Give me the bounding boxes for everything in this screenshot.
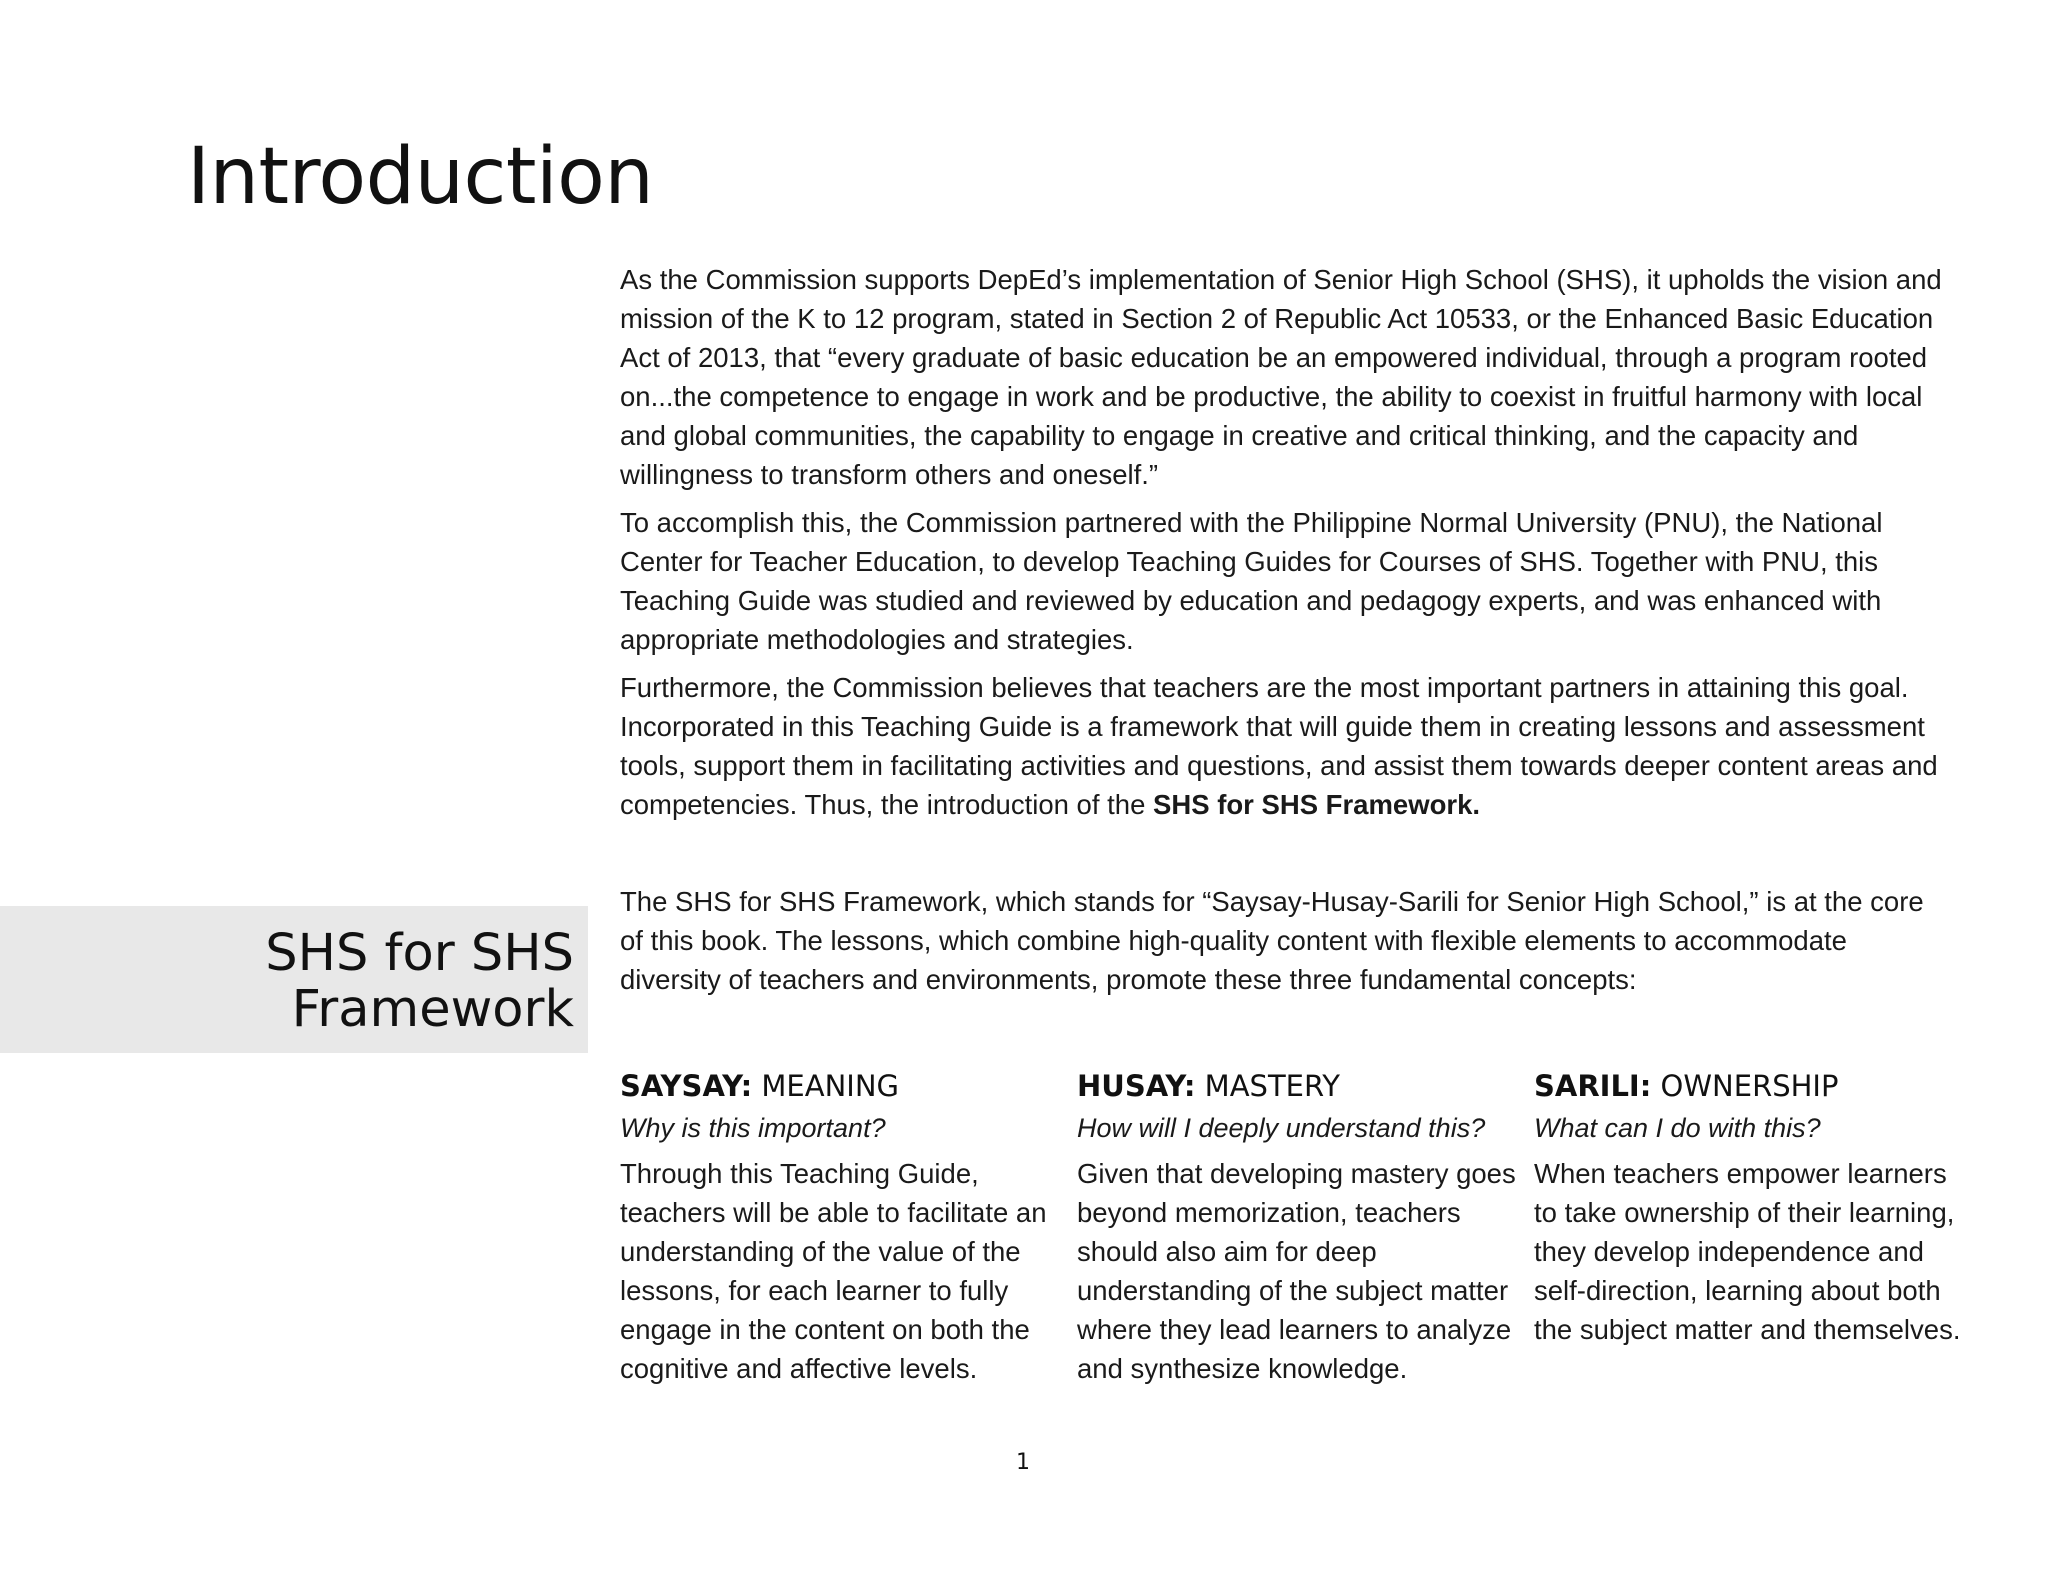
concept-key: SARILI:: [1534, 1069, 1652, 1103]
page-title: Introduction: [187, 132, 654, 222]
framework-name-bold: SHS for SHS Framework.: [1153, 789, 1481, 820]
concept-body: When teachers empower learners to take ownership of their learning, they develop independence and self-direction, learning about both the subject matter and themselves.: [1534, 1158, 1961, 1345]
concept-title: [1534, 1066, 1975, 1106]
introduction-section: [620, 260, 1950, 833]
intro-paragraph-1: As the Commission supports DepEd’s implementation of Senior High School (SHS), it upholds the vision and mission of the K to 12 program, stated in Section 2 of Republic Act 10533, or the Enhanced Basic Education Act of 2013, that “every graduate of basic education be an empowered individual, through a program rooted on...the competence to engage in work and be productive, the ability to coexist in fruitful harmony with local and global communities, the capability to engage in creative and critical thinking, and the capacity and willingness to transform others and oneself.”: [620, 264, 1942, 490]
framework-intro-paragraph: The SHS for SHS Framework, which stands for “Saysay-Husay-Sarili for Senior High School,” is at the core of this book. The lessons, which combine high-quality content with flexible elements to accommodate diversity of teachers and environments, promote these three fundamental concepts:: [620, 886, 1924, 995]
concept-value: OWNERSHIP: [1651, 1069, 1839, 1103]
framework-heading-line-1: SHS for SHS: [265, 924, 574, 983]
concept-value: MASTERY: [1195, 1069, 1340, 1103]
concept-title: [1077, 1066, 1518, 1106]
framework-heading-band: [0, 906, 588, 1053]
page-number: 1: [1016, 1450, 1030, 1475]
concept-title: [620, 1066, 1061, 1106]
concept-body: Through this Teaching Guide, teachers will be able to facilitate an understanding of the value of the lessons, for each learner to fully engage in the content on both the cognitive and affective levels.: [620, 1158, 1047, 1384]
intro-paragraph-2: To accomplish this, the Commission partnered with the Philippine Normal University (PNU), the National Center for Teacher Education, to develop Teaching Guides for Courses of SHS. Together with PNU, this Teaching Guide was studied and reviewed by education and pedagogy experts, and was enhanced with appropriate methodologies and strategies.: [620, 507, 1883, 655]
framework-heading-line-2: Framework: [291, 980, 574, 1039]
framework-heading: [265, 926, 574, 1038]
concept-column-sarili: [1534, 1066, 1991, 1388]
concept-question: Why is this important?: [620, 1113, 886, 1143]
concept-columns: [620, 1066, 2010, 1388]
concept-column-husay: [1077, 1066, 1534, 1388]
concept-value: MEANING: [752, 1069, 899, 1103]
concept-body: Given that developing mastery goes beyond memorization, teachers should also aim for deep understanding of the subject matter where they lead learners to analyze and synthesize knowledge.: [1077, 1158, 1516, 1384]
concept-key: HUSAY:: [1077, 1069, 1196, 1103]
concept-key: SAYSAY:: [620, 1069, 753, 1103]
concept-question: What can I do with this?: [1534, 1113, 1821, 1143]
intro-paragraph-3-text: Furthermore, the Commission believes that teachers are the most important partners in attaining this goal. Incorporated in this Teaching Guide is a framework that will guide them in creating lessons and assessment tools, support them in facilitating activities and questions, and assist them towards deeper content areas and competencies. Thus, the introduction of the: [620, 672, 1938, 820]
intro-paragraph-3: [620, 668, 1950, 824]
concept-column-saysay: [620, 1066, 1077, 1388]
concept-question: How will I deeply understand this?: [1077, 1113, 1486, 1143]
